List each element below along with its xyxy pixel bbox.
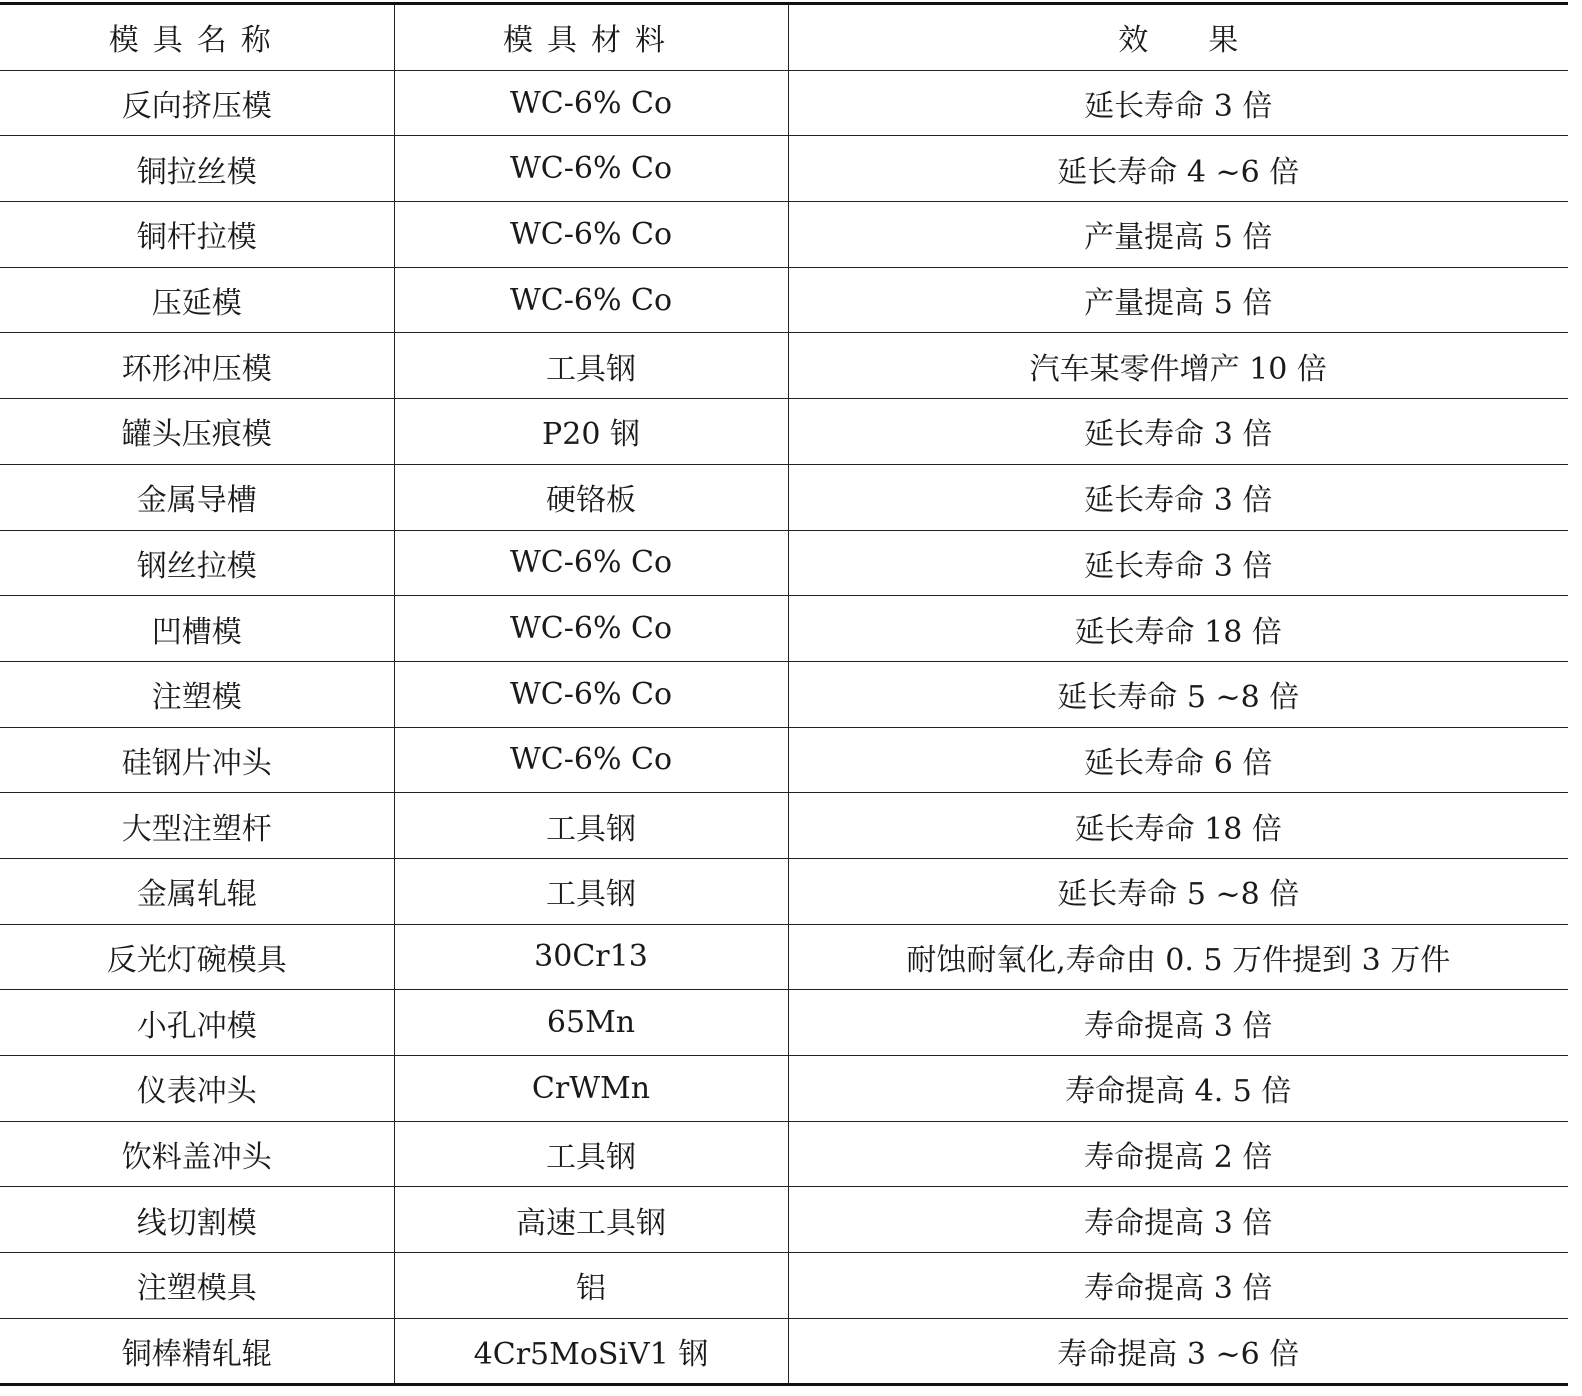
cell-mold-name: 金属导槽: [0, 464, 394, 530]
table-row: [0, 464, 1568, 530]
cell-effect: 延长寿命 6 倍: [788, 727, 1568, 793]
cell-effect: 延长寿命 18 倍: [788, 793, 1568, 859]
table-row: [0, 1318, 1568, 1385]
cell-mold-name: 注塑模具: [0, 1253, 394, 1319]
header-effect: 效果: [788, 4, 1568, 71]
cell-effect: 延长寿命 3 倍: [788, 70, 1568, 136]
cell-mold-material: 4Cr5MoSiV1 钢: [394, 1318, 788, 1385]
cell-mold-name: 大型注塑杆: [0, 793, 394, 859]
table-header-row: [0, 4, 1568, 71]
table-row: [0, 1121, 1568, 1187]
cell-effect: 寿命提高 3 ~6 倍: [788, 1318, 1568, 1385]
cell-effect: 延长寿命 5 ~8 倍: [788, 661, 1568, 727]
cell-mold-name: 钢丝拉模: [0, 530, 394, 596]
table-row: [0, 399, 1568, 465]
table-row: [0, 924, 1568, 990]
cell-mold-name: 线切割模: [0, 1187, 394, 1253]
cell-mold-material: WC-6% Co: [394, 70, 788, 136]
table-row: [0, 136, 1568, 202]
table-row: [0, 793, 1568, 859]
cell-mold-name: 反向挤压模: [0, 70, 394, 136]
cell-mold-name: 仪表冲头: [0, 1056, 394, 1122]
cell-mold-name: 铜棒精轧辊: [0, 1318, 394, 1385]
header-mold-material: 模具材料: [394, 4, 788, 71]
cell-effect: 寿命提高 4. 5 倍: [788, 1056, 1568, 1122]
header-mold-name: 模具名称: [0, 4, 394, 71]
cell-effect: 延长寿命 18 倍: [788, 596, 1568, 662]
cell-mold-material: 铝: [394, 1253, 788, 1319]
cell-mold-material: WC-6% Co: [394, 530, 788, 596]
table-row: [0, 530, 1568, 596]
table-row: [0, 1056, 1568, 1122]
table-row: [0, 1187, 1568, 1253]
cell-effect: 延长寿命 3 倍: [788, 530, 1568, 596]
table-row: [0, 267, 1568, 333]
cell-mold-name: 注塑模: [0, 661, 394, 727]
cell-mold-material: WC-6% Co: [394, 136, 788, 202]
cell-mold-name: 环形冲压模: [0, 333, 394, 399]
cell-mold-name: 饮料盖冲头: [0, 1121, 394, 1187]
table-row: [0, 661, 1568, 727]
cell-mold-name: 罐头压痕模: [0, 399, 394, 465]
cell-effect: 延长寿命 4 ~6 倍: [788, 136, 1568, 202]
cell-effect: 寿命提高 3 倍: [788, 990, 1568, 1056]
cell-mold-material: 65Mn: [394, 990, 788, 1056]
cell-effect: 延长寿命 3 倍: [788, 464, 1568, 530]
cell-mold-name: 压延模: [0, 267, 394, 333]
cell-mold-material: 工具钢: [394, 793, 788, 859]
cell-mold-material: 工具钢: [394, 858, 788, 924]
cell-mold-material: 高速工具钢: [394, 1187, 788, 1253]
table-row: [0, 333, 1568, 399]
cell-effect: 汽车某零件增产 10 倍: [788, 333, 1568, 399]
cell-mold-name: 金属轧辊: [0, 858, 394, 924]
table-body: [0, 70, 1568, 1385]
cell-effect: 寿命提高 2 倍: [788, 1121, 1568, 1187]
cell-mold-material: CrWMn: [394, 1056, 788, 1122]
cell-effect: 耐蚀耐氧化,寿命由 0. 5 万件提到 3 万件: [788, 924, 1568, 990]
cell-mold-material: WC-6% Co: [394, 202, 788, 268]
table-row: [0, 1253, 1568, 1319]
cell-effect: 寿命提高 3 倍: [788, 1187, 1568, 1253]
table-row: [0, 858, 1568, 924]
cell-mold-name: 小孔冲模: [0, 990, 394, 1056]
cell-mold-material: 硬铬板: [394, 464, 788, 530]
cell-mold-name: 硅钢片冲头: [0, 727, 394, 793]
cell-mold-material: WC-6% Co: [394, 661, 788, 727]
cell-mold-material: P20 钢: [394, 399, 788, 465]
table-row: [0, 202, 1568, 268]
cell-mold-material: 工具钢: [394, 333, 788, 399]
cell-mold-name: 铜杆拉模: [0, 202, 394, 268]
cell-mold-name: 反光灯碗模具: [0, 924, 394, 990]
cell-effect: 产量提高 5 倍: [788, 267, 1568, 333]
cell-effect: 寿命提高 3 倍: [788, 1253, 1568, 1319]
table-row: [0, 70, 1568, 136]
cell-mold-name: 铜拉丝模: [0, 136, 394, 202]
cell-mold-material: WC-6% Co: [394, 727, 788, 793]
table-row: [0, 990, 1568, 1056]
cell-mold-material: WC-6% Co: [394, 267, 788, 333]
cell-effect: 产量提高 5 倍: [788, 202, 1568, 268]
table-row: [0, 596, 1568, 662]
cell-mold-material: 工具钢: [394, 1121, 788, 1187]
table-row: [0, 727, 1568, 793]
cell-mold-name: 凹槽模: [0, 596, 394, 662]
cell-mold-material: 30Cr13: [394, 924, 788, 990]
mold-effect-table: [0, 2, 1568, 1386]
cell-effect: 延长寿命 3 倍: [788, 399, 1568, 465]
cell-effect: 延长寿命 5 ~8 倍: [788, 858, 1568, 924]
cell-mold-material: WC-6% Co: [394, 596, 788, 662]
